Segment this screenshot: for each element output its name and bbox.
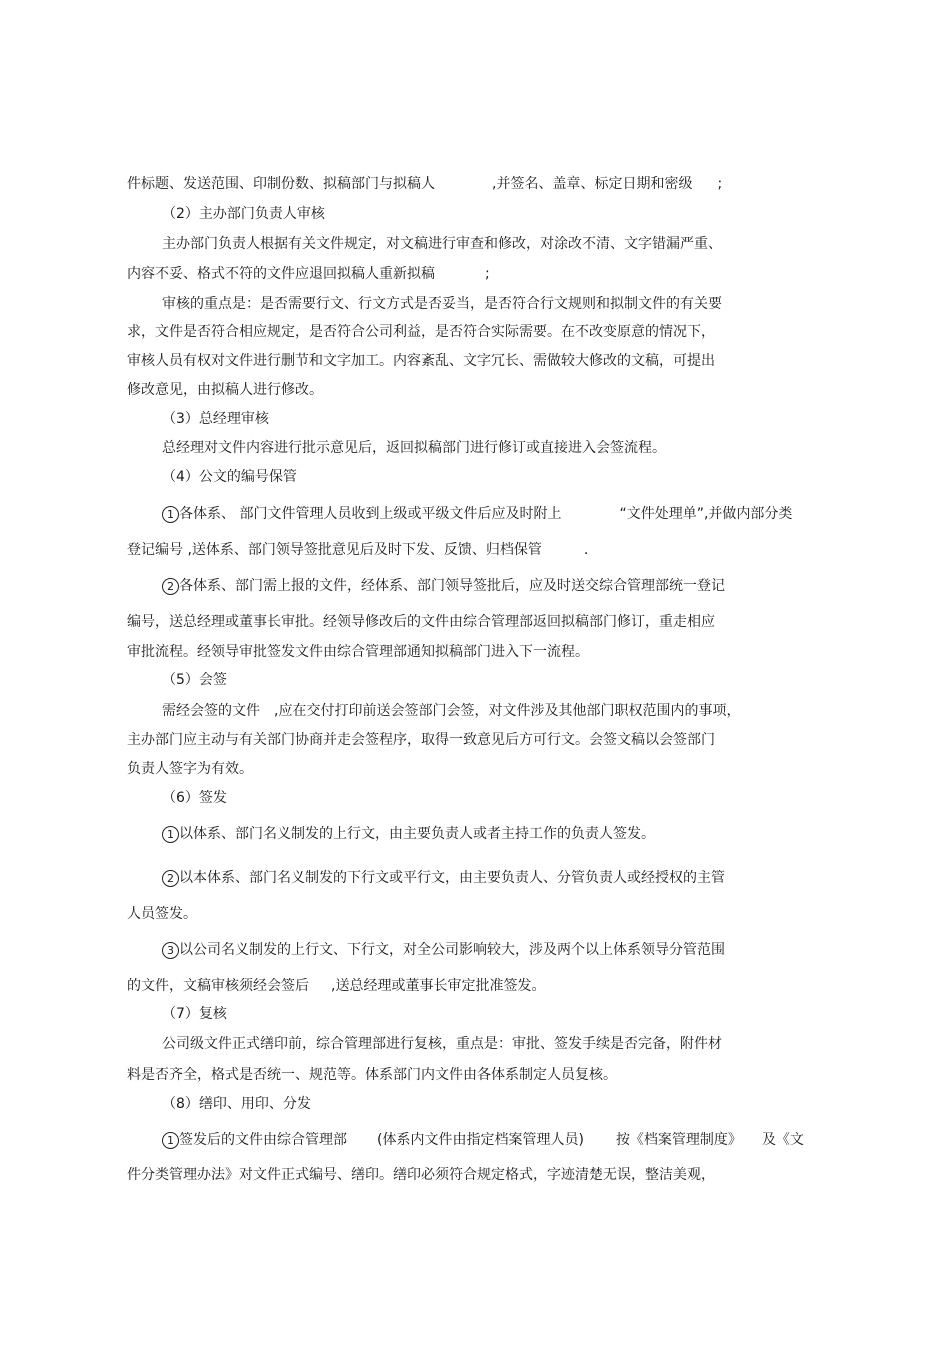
line-segment: 内容不妥、格式不符的文件应退回拟稿人重新拟稿 bbox=[127, 266, 435, 282]
line-segment: 审核人员有权对文件进行删节和文字加工。内容紊乱、文字冗长、需做较大修改的文稿，可提出 bbox=[127, 353, 715, 369]
line-segment: (体系内文件由指定档案管理人员) bbox=[377, 1132, 584, 1148]
text-line bbox=[127, 643, 589, 661]
circled-number: 2 bbox=[162, 870, 179, 887]
line-segment: （8）缮印、用印、分发 bbox=[162, 1096, 311, 1112]
circled-number: 2 bbox=[162, 578, 179, 595]
text-line bbox=[127, 265, 490, 283]
text-line bbox=[127, 352, 715, 370]
line-segment: 登记编号 ,送体系、部门领导签批意见后及时下发、反馈、归档保管 bbox=[127, 542, 542, 558]
line-segment: 件分类管理办法》对文件正式编号、缮印。缮印必须符合规定格式，字迹清楚无误，整洁美观， bbox=[127, 1167, 715, 1183]
text-line bbox=[127, 175, 722, 193]
line-segment: ; bbox=[485, 266, 490, 282]
line-segment: 公司级文件正式缮印前，综合管理部进行复核，重点是：审批、签发手续是否完备，附件材 bbox=[162, 1036, 722, 1052]
line-segment: 修改意见，由拟稿人进行修改。 bbox=[127, 382, 323, 398]
line-segment: 以体系、部门名义制发的上行文，由主要负责人或者主持工作的负责人签发。 bbox=[179, 826, 655, 842]
text-line bbox=[127, 760, 253, 778]
line-segment: （4）公文的编号保管 bbox=[162, 469, 297, 485]
circled-number: 1 bbox=[162, 506, 179, 523]
text-line bbox=[162, 671, 227, 689]
line-segment: 按《档案管理制度》 bbox=[615, 1132, 742, 1148]
line-segment: 总经理对文件内容进行批示意见后，返回拟稿部门进行修订或直接进入会签流程。 bbox=[162, 440, 666, 456]
line-segment: . bbox=[583, 542, 589, 558]
line-segment: “文件处理单”,并做内部分类 bbox=[619, 506, 793, 522]
line-segment: 签发后的文件由综合管理部 bbox=[179, 1132, 347, 1148]
line-segment: 以本体系、部门名义制发的下行文或平行文，由主要负责人、分管负责人或经授权的主管 bbox=[179, 870, 725, 886]
line-segment: （6）签发 bbox=[162, 790, 227, 806]
line-segment: （2）主办部门负责人审核 bbox=[162, 206, 325, 222]
line-segment: 各体系、部门需上报的文件，经体系、部门领导签批后，应及时送交综合管理部统一登记 bbox=[179, 578, 725, 594]
text-line bbox=[162, 295, 722, 313]
text-line bbox=[162, 505, 792, 523]
text-line bbox=[162, 941, 725, 959]
text-line bbox=[127, 731, 715, 749]
line-segment: （3）总经理审核 bbox=[162, 411, 269, 427]
text-line bbox=[127, 1166, 715, 1184]
line-segment: 人员签发。 bbox=[127, 906, 197, 922]
text-line bbox=[127, 381, 323, 399]
text-line bbox=[162, 1131, 804, 1149]
line-segment: 件标题、发送范围、印制份数、拟稿部门与拟稿人 bbox=[127, 176, 435, 192]
line-segment: 编号，送总经理或董事长审批。经领导修改后的文件由综合管理部返回拟稿部门修订，重走相应 bbox=[127, 614, 715, 630]
text-line bbox=[162, 468, 297, 486]
text-line bbox=[162, 789, 227, 807]
text-line bbox=[162, 1035, 722, 1053]
text-line bbox=[127, 905, 197, 923]
text-line bbox=[127, 541, 588, 559]
line-segment: 各体系、 部门文件管理人员收到上级或平级文件后应及时附上 bbox=[179, 506, 562, 522]
line-segment: ,并签名、盖章、标定日期和密级 bbox=[492, 176, 693, 192]
line-segment: 需经会签的文件 bbox=[162, 703, 260, 719]
text-line bbox=[162, 235, 722, 253]
line-segment: ,送总经理或董事长审定批准签发。 bbox=[331, 978, 546, 994]
text-line bbox=[162, 869, 725, 887]
text-line bbox=[127, 1066, 617, 1084]
line-segment: 负责人签字为有效。 bbox=[127, 761, 253, 777]
line-segment: 主办部门应主动与有关部门协商并走会签程序，取得一致意见后方可行文。会签文稿以会签部门 bbox=[127, 732, 715, 748]
line-segment: ,应在交付打印前送会签部门会签，对文件涉及其他部门职权范围内的事项， bbox=[274, 703, 741, 719]
text-line bbox=[162, 439, 666, 457]
text-line bbox=[162, 825, 655, 843]
line-segment: 求，文件是否符合相应规定，是否符合公司利益，是否符合实际需要。在不改变原意的情况下， bbox=[127, 324, 715, 340]
text-line bbox=[162, 1005, 227, 1023]
text-line bbox=[162, 1095, 311, 1113]
line-segment: ; bbox=[717, 176, 723, 192]
line-segment: 以公司名义制发的上行文、下行文，对全公司影响较大，涉及两个以上体系领导分管范围 bbox=[179, 942, 725, 958]
line-segment: （7）复核 bbox=[162, 1006, 227, 1022]
circled-number: 3 bbox=[162, 942, 179, 959]
text-line bbox=[127, 613, 715, 631]
line-segment: 审核的重点是：是否需要行文、行文方式是否妥当，是否符合行文规则和拟制文件的有关要 bbox=[162, 296, 722, 312]
line-segment: 审批流程。经领导审批签发文件由综合管理部通知拟稿部门进入下一流程。 bbox=[127, 644, 589, 660]
text-line bbox=[162, 577, 725, 595]
text-line bbox=[162, 410, 269, 428]
text-line bbox=[127, 323, 715, 341]
line-segment: 及《文 bbox=[761, 1132, 804, 1148]
circled-number: 1 bbox=[162, 826, 179, 843]
text-line bbox=[162, 702, 740, 720]
text-line bbox=[162, 205, 325, 223]
text-line bbox=[127, 977, 545, 995]
line-segment: 主办部门负责人根据有关文件规定，对文稿进行审查和修改，对涂改不清、文字错漏严重、 bbox=[162, 236, 722, 252]
circled-number: 1 bbox=[162, 1132, 179, 1149]
line-segment: 的文件，文稿审核须经会签后 bbox=[127, 978, 309, 994]
line-segment: 料是否齐全，格式是否统一、规范等。体系部门内文件由各体系制定人员复核。 bbox=[127, 1067, 617, 1083]
line-segment: （5）会签 bbox=[162, 672, 227, 688]
